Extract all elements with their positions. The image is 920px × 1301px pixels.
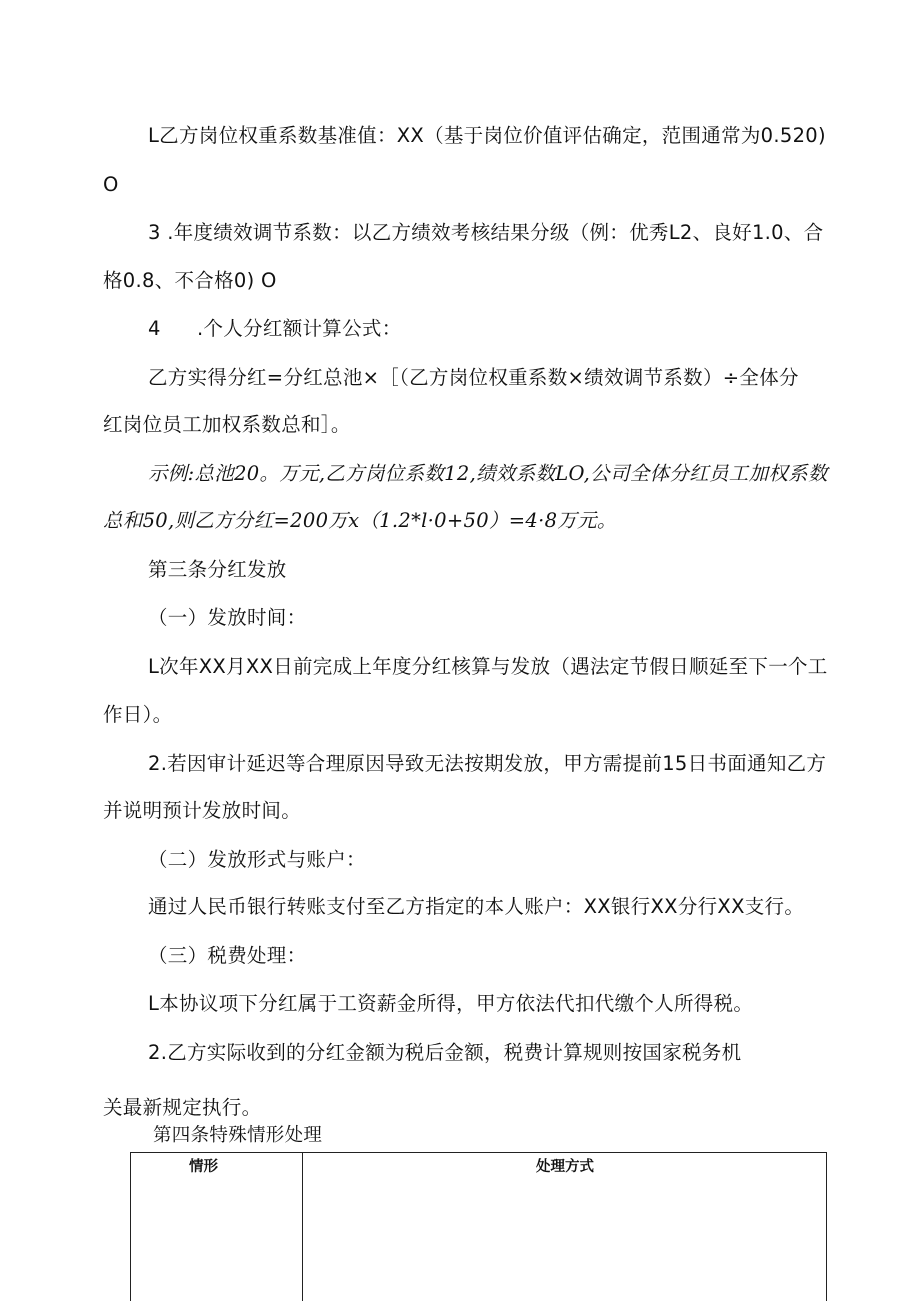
sub3-item1: L本协议项下分红属于工资薪金所得，甲方依法代扣代缴个人所得税。 [148, 992, 754, 1015]
item2-line2: O [103, 173, 119, 196]
table-header-situation: 情形 [189, 1159, 218, 1175]
sub1-item2-line1: 2.若因审计延迟等合理原因导致无法按期发放，甲方需提前15日书面通知乙方 [148, 752, 827, 775]
item2-line1: L乙方岗位权重系数基准值：XX（基于岗位价值评估确定，范围通常为0.520) [148, 124, 826, 147]
sub3-item2-line1: 2.乙方实际收到的分红金额为税后金额，税费计算规则按国家税务机 [148, 1041, 742, 1064]
table-header-handling: 处理方式 [536, 1159, 594, 1175]
sub1-item1-line1: L次年XX月XX日前完成上年度分红核算与发放（遇法定节假日顺延至下一个工 [148, 655, 828, 678]
item4-title: .个人分红额计算公式： [197, 317, 402, 340]
item3-line2: 格0.8、不合格0) O [103, 269, 277, 292]
special-cases-table [130, 1152, 827, 1301]
section3-title: 第三条分红发放 [148, 558, 287, 581]
formula-line1: 乙方实得分红=分红总池×［（乙方岗位权重系数×绩效调节系数）÷全体分 [148, 366, 799, 389]
formula-line2: 红岗位员工加权系数总和］。 [103, 413, 351, 436]
section3-sub3-title: （三）税费处理： [148, 944, 307, 967]
sub3-item2-line2: 关最新规定执行。 [103, 1096, 262, 1119]
table-column-divider [302, 1153, 303, 1301]
item4-number: 4 [148, 317, 161, 340]
sub1-item1-line2: 作日）。 [103, 703, 173, 726]
item3-line1: 3 .年度绩效调节系数：以乙方绩效考核结果分级（例：优秀L2、良好1.0、合 [148, 221, 824, 244]
sub1-item2-line2: 并说明预计发放时间。 [103, 799, 302, 822]
example-line2: 总和50,则乙方分红=200万x（1.2*l·0+50）=4·8万元。 [103, 509, 617, 532]
example-line1: 示例:总池20。万元,乙方岗位系数12,绩效系数LO,公司全体分红员工加权系数 [148, 462, 828, 485]
section3-sub1-title: （一）发放时间： [148, 606, 307, 629]
sub2-text: 通过人民币银行转账支付至乙方指定的本人账户：XX银行XX分行XX支行。 [148, 895, 805, 918]
section3-sub2-title: （二）发放形式与账户： [148, 848, 366, 871]
section4-title: 第四条特殊情形处理 [153, 1125, 323, 1146]
